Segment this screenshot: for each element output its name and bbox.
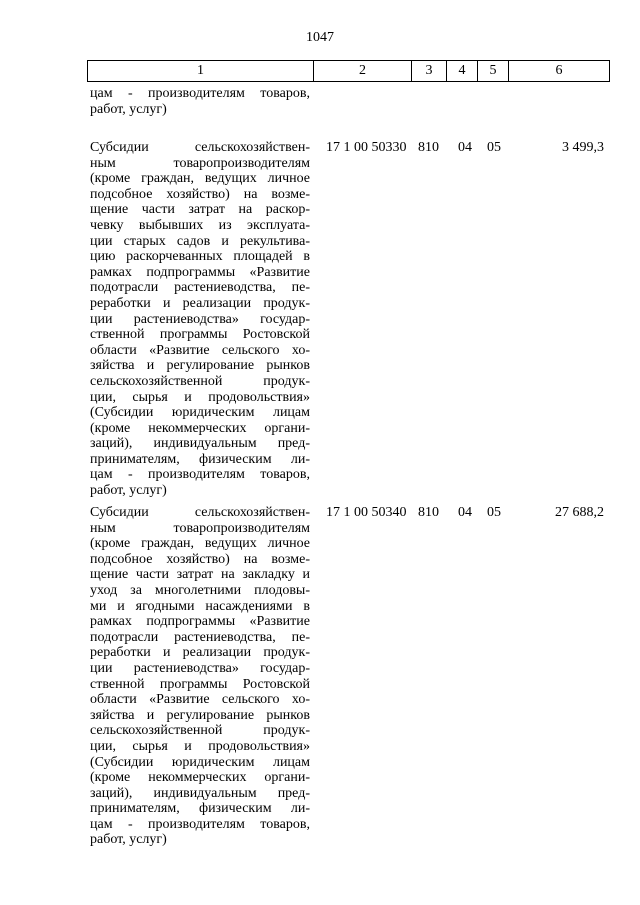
desc-line: ственной программы Ростовской: [90, 327, 310, 343]
desc-line: ции, сырья и продовольствия»: [90, 738, 310, 754]
row-col-5: 05: [487, 140, 501, 155]
row-col-3: 810: [418, 140, 439, 155]
desc-line: подсобное хозяйство) на возме-: [90, 186, 310, 202]
header-col-6: 6: [555, 63, 563, 78]
desc-line: цию раскорчеванных площадей в: [90, 249, 310, 265]
desc-line: ным товаропроизводителям: [90, 155, 310, 171]
desc-line: (кроме граждан, ведущих личное: [90, 171, 310, 187]
desc-line: чевку выбывших из эксплуата-: [90, 217, 310, 233]
row-amount: 3 499,3: [562, 140, 604, 155]
page-number: 1047: [306, 30, 334, 45]
desc-line: ции старых садов и рекультива-: [90, 233, 310, 249]
row-col-3: 810: [418, 505, 439, 520]
row-col-4: 04: [458, 505, 472, 520]
desc-line: уход за многолетними плодовы-: [90, 582, 310, 598]
header-col-5: 5: [478, 61, 509, 81]
row-code: 17 1 00 50330: [326, 140, 407, 155]
header-col-2: 2: [314, 61, 412, 81]
row-col-4: 04: [458, 140, 472, 155]
desc-line: подотрасли растениеводства, пе-: [90, 629, 310, 645]
desc-line: цам - производителям товаров,: [90, 467, 310, 483]
header-col-4: 4: [447, 61, 478, 81]
table-row-fragment: [87, 86, 610, 120]
header-col-1: 1: [88, 61, 314, 81]
desc-line: Субсидии сельскохозяйствен-: [90, 140, 310, 155]
desc-line: ции, сырья и продовольствия»: [90, 389, 310, 405]
row-description: [90, 140, 310, 499]
desc-line: реработки и реализации продук-: [90, 295, 310, 311]
desc-line: ным товаропроизводителям: [90, 520, 310, 536]
row-description: [90, 505, 310, 848]
desc-line: работ, услуг): [90, 483, 167, 499]
table-header: [87, 60, 610, 82]
desc-line: ции растениеводства» государ-: [90, 660, 310, 676]
desc-line: (кроме некоммерческих органи-: [90, 770, 310, 786]
desc-line: Субсидии сельскохозяйствен-: [90, 505, 310, 520]
desc-line: (Субсидии юридическим лицам: [90, 754, 310, 770]
desc-line: ции растениеводства» государ-: [90, 311, 310, 327]
desc-line: работ, услуг): [90, 832, 167, 848]
desc-line: рамках подпрограммы «Развитие: [90, 614, 310, 630]
desc-line: зяйства и регулирование рынков: [90, 358, 310, 374]
row-description: [90, 86, 310, 117]
desc-line: цам - производителям товаров,: [90, 86, 310, 101]
desc-line: цам - производителям товаров,: [90, 816, 310, 832]
desc-line: сельскохозяйственной продук-: [90, 723, 310, 739]
row-code: 17 1 00 50340: [326, 505, 407, 520]
desc-line: (кроме некоммерческих органи-: [90, 420, 310, 436]
desc-line: сельскохозяйственной продук-: [90, 373, 310, 389]
desc-line: зяйства и регулирование рынков: [90, 707, 310, 723]
desc-line: подсобное хозяйство) на возме-: [90, 551, 310, 567]
desc-line: области «Развитие сельского хо-: [90, 342, 310, 358]
desc-line: ственной программы Ростовской: [90, 676, 310, 692]
desc-line: рамках подпрограммы «Развитие: [90, 264, 310, 280]
budget-table: [87, 60, 610, 848]
row-col-5: 05: [487, 505, 501, 520]
desc-line: области «Развитие сельского хо-: [90, 692, 310, 708]
desc-line: заций), индивидуальным пред-: [90, 785, 310, 801]
desc-line: заций), индивидуальным пред-: [90, 436, 310, 452]
desc-line: щение части затрат на закладку и: [90, 567, 310, 583]
desc-line: подотрасли растениеводства, пе-: [90, 280, 310, 296]
desc-line: принимателям, физическим ли-: [90, 451, 310, 467]
desc-line: (кроме граждан, ведущих личное: [90, 536, 310, 552]
desc-line: (Субсидии юридическим лицам: [90, 405, 310, 421]
header-col-3: 3: [412, 61, 447, 81]
desc-line: реработки и реализации продук-: [90, 645, 310, 661]
desc-line: работ, услуг): [90, 101, 167, 117]
desc-line: щение части затрат на раскор-: [90, 202, 310, 218]
row-amount: 27 688,2: [555, 505, 604, 520]
desc-line: принимателям, физическим ли-: [90, 801, 310, 817]
desc-line: ми и ягодными насаждениями в: [90, 598, 310, 614]
